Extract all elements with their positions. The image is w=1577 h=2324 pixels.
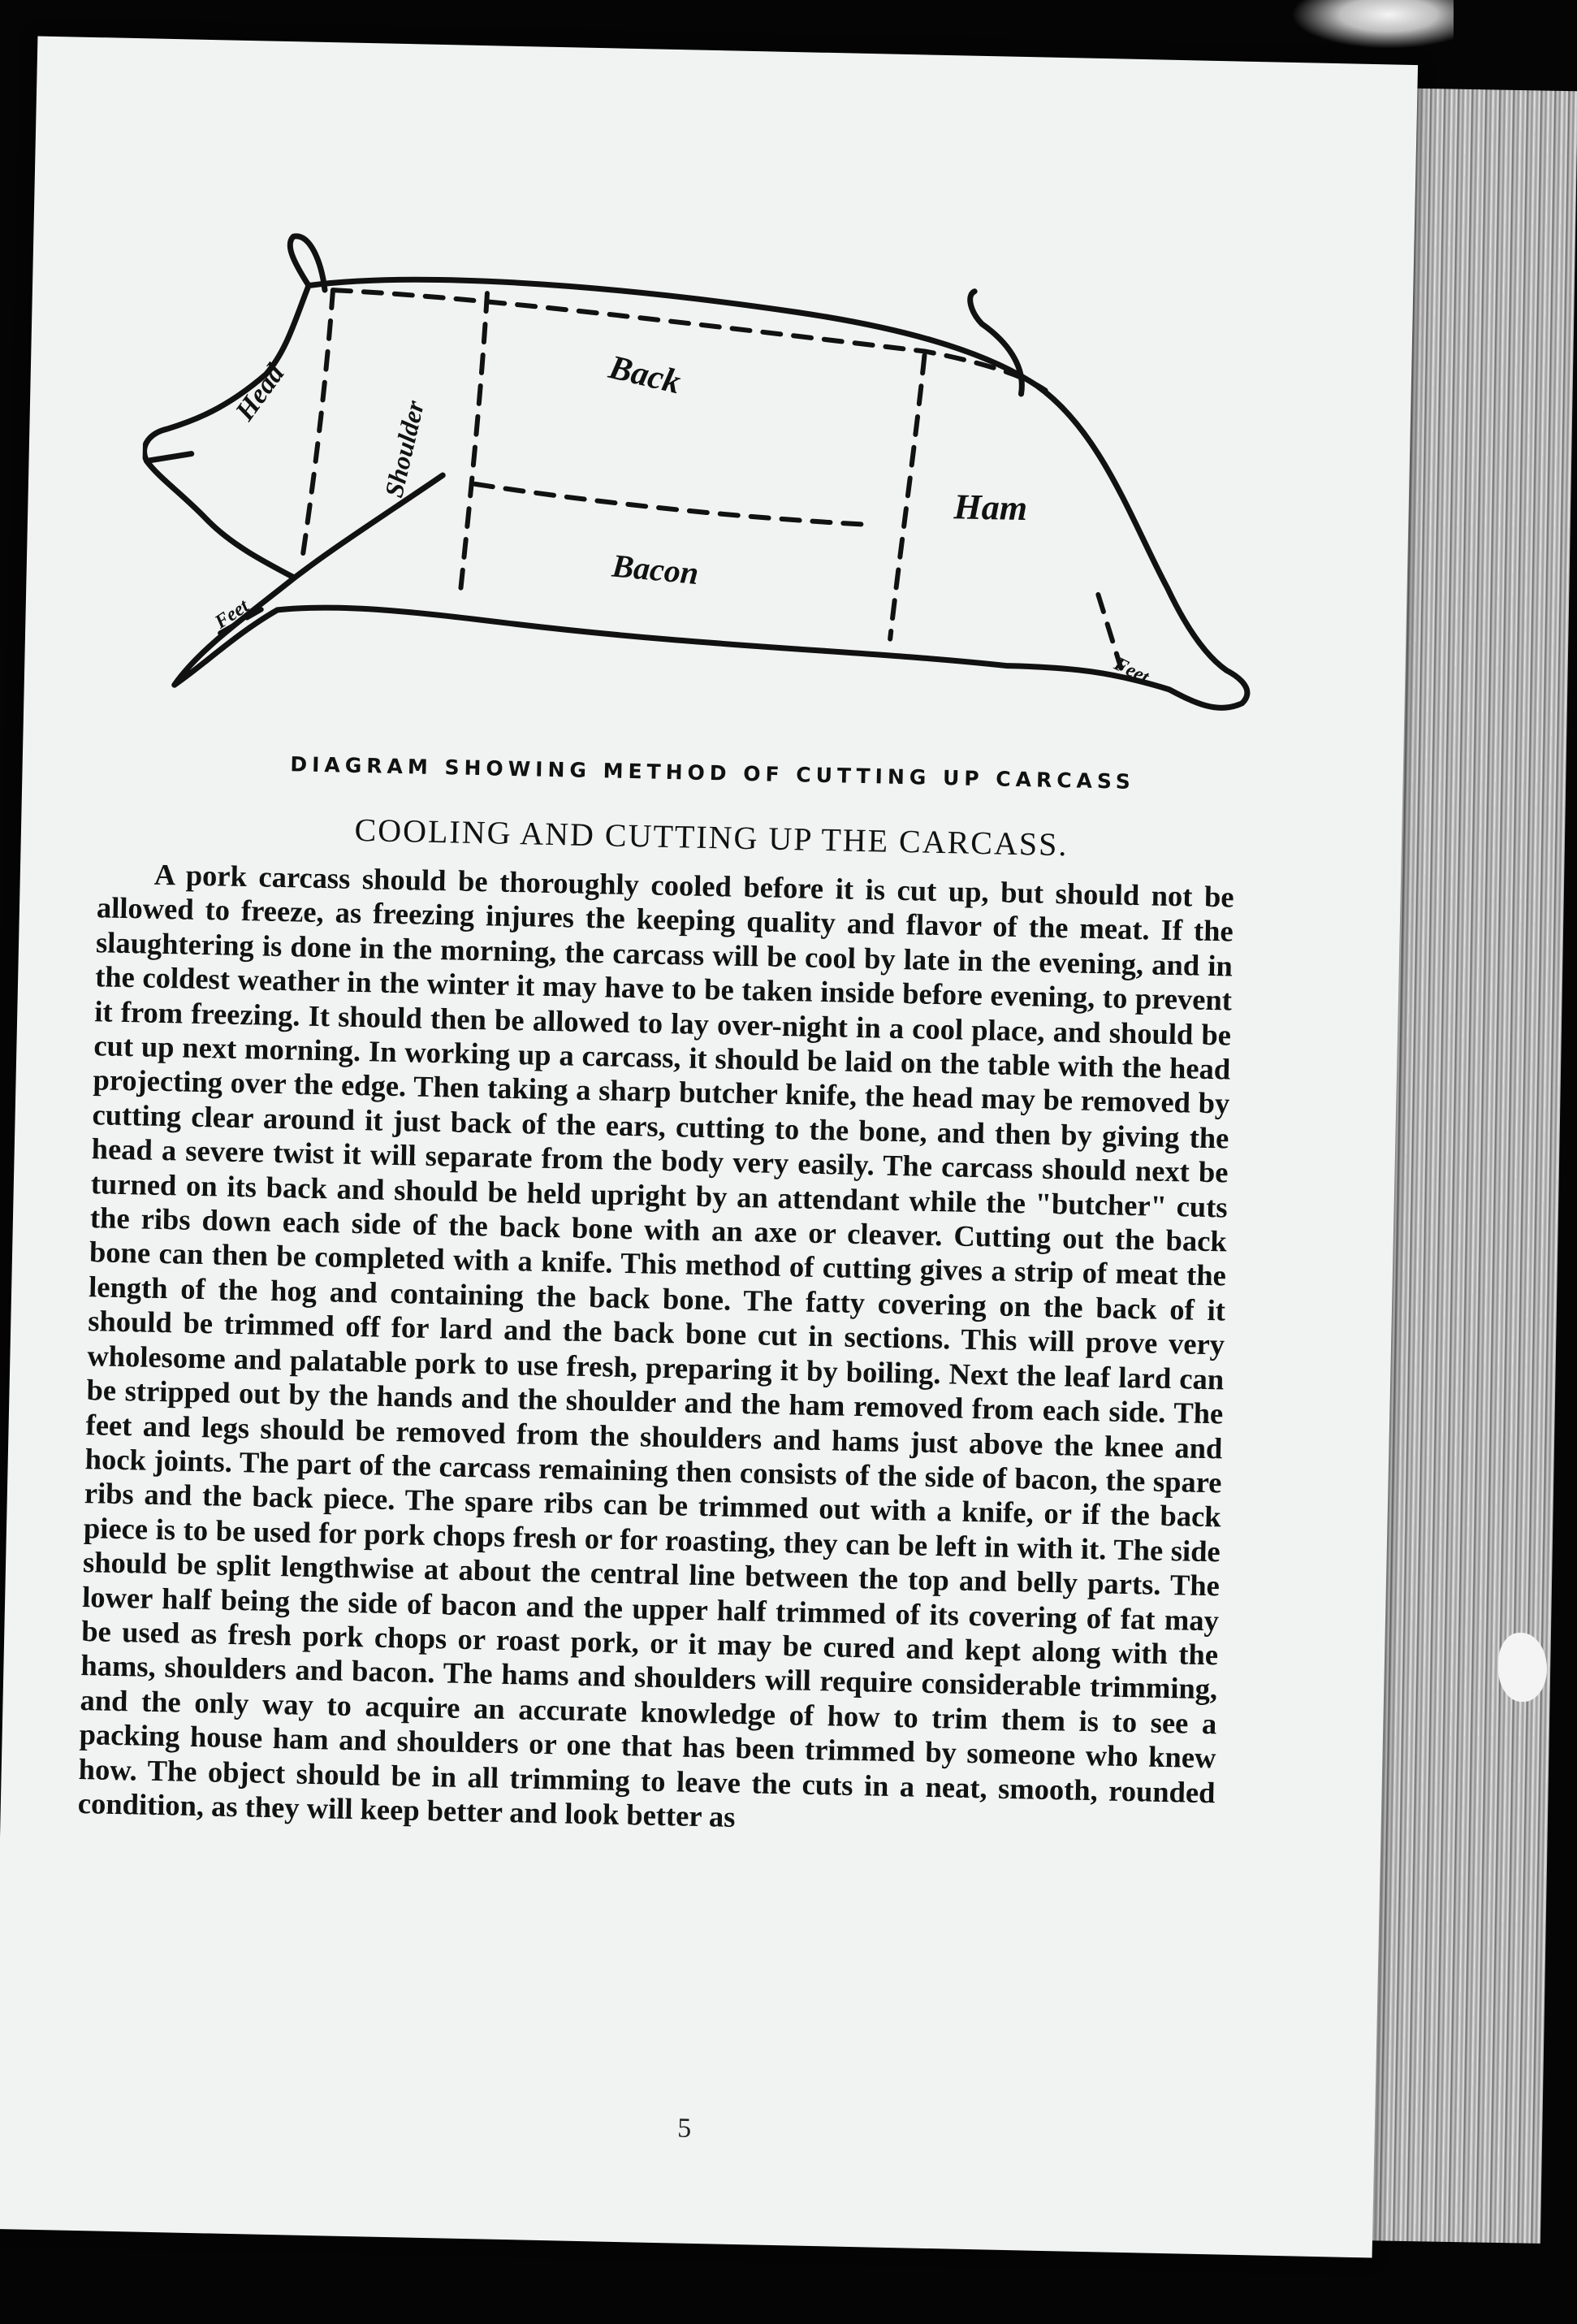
hog-diagram-svg <box>136 225 1284 768</box>
cut-line-head <box>303 290 333 555</box>
label-bacon: Bacon <box>610 547 701 592</box>
light-glare <box>1291 0 1454 49</box>
hog-cutting-diagram <box>136 225 1284 768</box>
hog-front-leg <box>295 472 443 581</box>
page-number: 5 <box>676 2113 692 2144</box>
label-ham: Ham <box>953 487 1028 529</box>
page-blemish <box>1498 1633 1547 1702</box>
hog-outline <box>140 274 1256 708</box>
hog-snout <box>147 452 192 461</box>
article-body <box>77 856 1234 1844</box>
label-head: Head <box>230 358 291 426</box>
cut-line-ham <box>890 355 924 640</box>
diagram-caption: DIAGRAM SHOWING METHOD OF CUTTING UP CARCASS <box>290 752 1136 794</box>
book-page <box>0 36 1418 2257</box>
label-feet-back: Feet <box>1110 653 1152 689</box>
label-back: Back <box>605 348 685 402</box>
body-paragraph: A pork carcass should be thoroughly cooled before it is cut up, but should not be allowed to freeze, as freezing injures the keeping quality and flavor of the meat. If the slaughtering is done in the morning, the carcass will be cool by late in the evening, and in the coldest weather in the winter it may have to be taken inside before evening, to prevent it from freezing. It should then be allowed to lay over-night in a cool place, and should be cut up next morning. In working up a carcass, it should be laid on the table with the head projecting over the edge. Then taking a sharp butcher knife, the head may be removed by cutting clear around it just back of the ears, cutting to the bone, and then by giving the head a severe twist it will separate from the body very easily. The carcass should next be turned on its back and should be held upright by an attendant while the "butcher" cuts the ribs down each side of the back bone with an axe or cleaver. Cutting out the back bone can then be completed with a knife. This method of cutting gives a strip of meat the length of the hog and containing the back bone. The fatty covering on the back of it should be trimmed off for lard and the back bone cut in sections. This will prove very wholesome and palatable pork to use fresh, preparing it by boiling. Next the leaf lard can be stripped out by the hands and the shoulder and the ham removed from each side. The feet and legs should be removed from the shoulders and hams just above the knee and hock joints. The part of the carcass remaining then consists of the side of bacon, the spare ribs and the back piece. The spare ribs can be trimmed out with a knife, or if the back piece is to be used for pork chops fresh or for roasting, they can be left in with it. The side should be split lengthwise at about the central line between the top and belly parts. The lower half being the side of bacon and the upper half trimmed of its covering of fat may be used as fresh pork chops or roast pork, or it may be cured and kept along with the hams, shoulders and bacon. The hams and shoulders will require considerable trimming, and the only way to acquire an accurate knowledge of how to trim them is to see a packing house ham and shoulders or one that has been trimmed by someone who knew how. The object should be in all trimming to leave the cuts in a neat, smooth, rounded condition, as they will keep better and look better as <box>77 857 1235 1833</box>
cut-line-bacon <box>474 484 873 525</box>
section-title: COOLING AND CUTTING UP THE CARCASS. <box>354 811 1069 863</box>
label-feet-front: Feet <box>211 595 253 634</box>
hog-tail <box>968 292 1023 394</box>
label-shoulder: Shoulder <box>378 397 430 500</box>
cut-line-shoulder <box>460 293 487 590</box>
